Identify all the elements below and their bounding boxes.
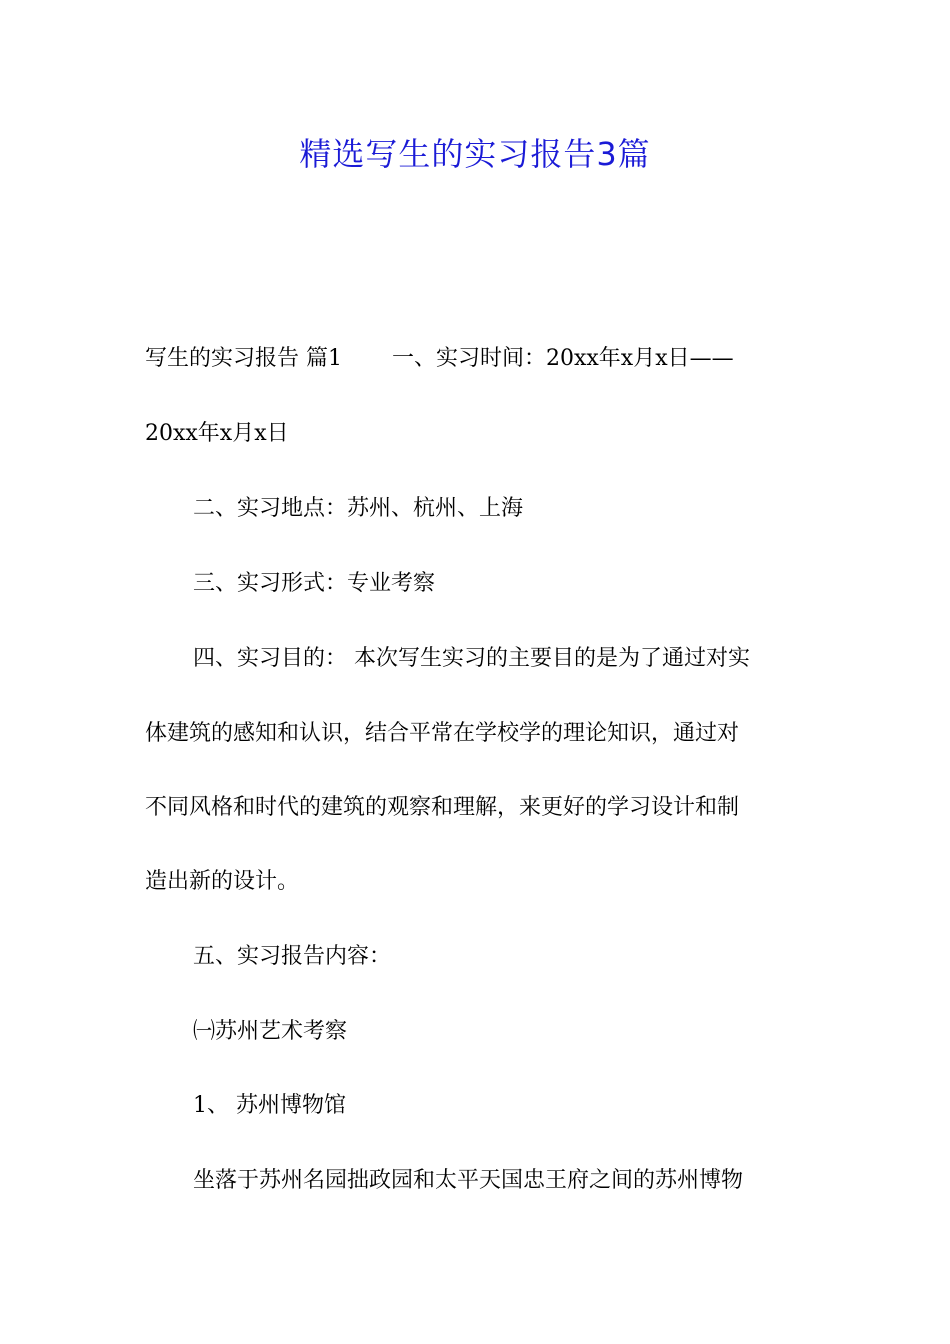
paragraph-line: 坐落于苏州名园拙政园和太平天国忠王府之间的苏州博物: [193, 1168, 744, 1193]
paragraph-line: ㈠苏州艺术考察: [193, 1019, 348, 1044]
paragraph-line: 三、实习形式：专业考察: [193, 571, 436, 596]
paragraph-line: 四、实习目的： 本次写生实习的主要目的是为了通过对实: [193, 646, 750, 671]
paragraph-line: 造出新的设计。: [145, 869, 300, 894]
section-heading: 写生的实习报告 篇1: [145, 346, 342, 371]
paragraph-line: 20xx年x月x日: [145, 421, 289, 446]
paragraph-line: 不同风格和时代的建筑的观察和理解，来更好的学习设计和制: [145, 795, 740, 820]
paragraph-line: 1、 苏州博物馆: [193, 1093, 346, 1118]
paragraph-line: [145, 343, 815, 375]
paragraph-line: 体建筑的感知和认识，结合平常在学校学的理论知识，通过对: [145, 721, 740, 746]
paragraph-line: 五、实习报告内容：: [193, 944, 392, 969]
paragraph-line: 二、实习地点：苏州、杭州、上海: [193, 496, 524, 521]
line-text: 一、实习时间：20xx年x月x日——: [392, 346, 734, 371]
document-title: 精选写生的实习报告3篇: [299, 135, 651, 173]
